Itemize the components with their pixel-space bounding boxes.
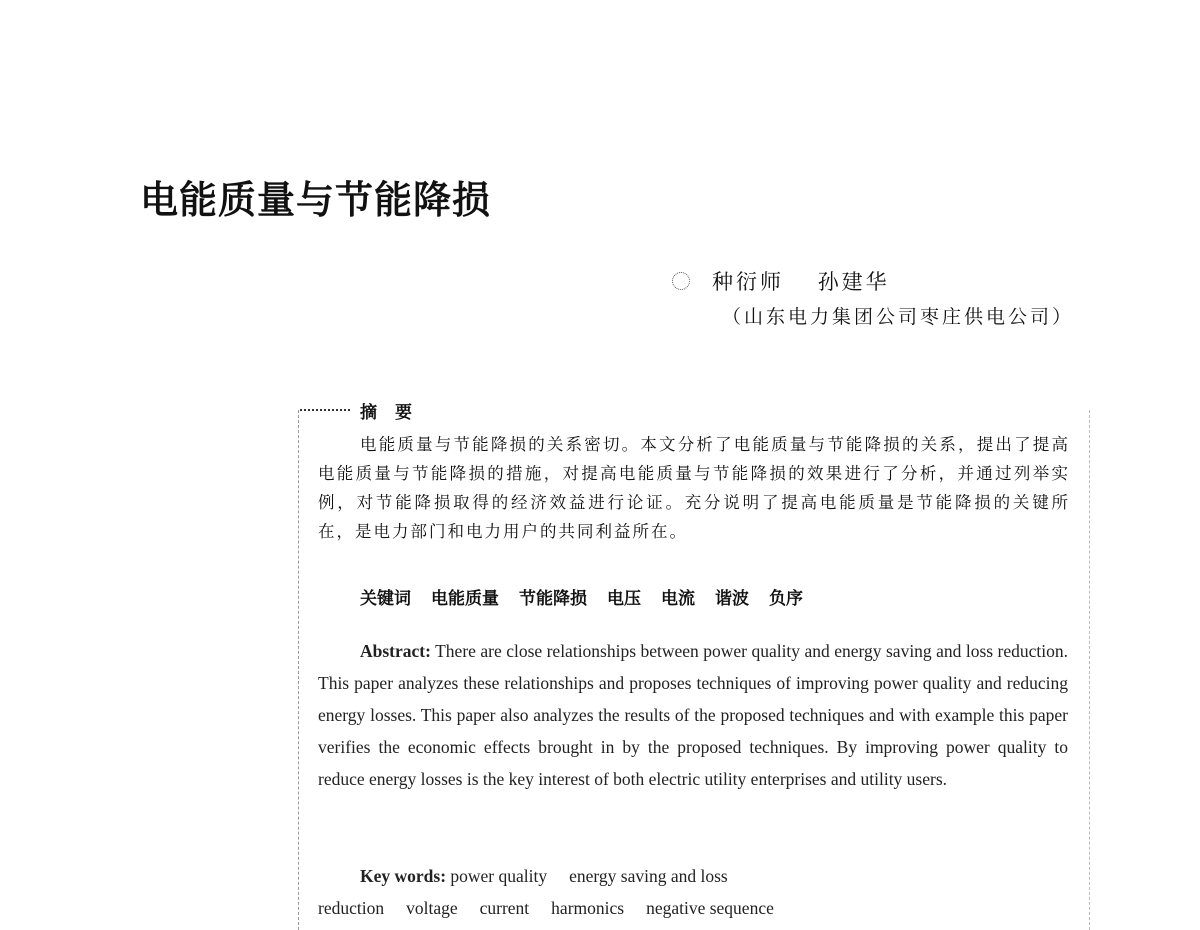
- keyword: 谐波: [715, 589, 749, 609]
- author-line: [672, 266, 890, 296]
- author-name: 种衍师: [712, 270, 784, 294]
- chinese-abstract: 电能质量与节能降损的关系密切。本文分析了电能质量与节能降损的关系，提出了提高电能质量与节能降损的措施，对提高电能质量与节能降损的效果进行了分析，并通过列举实例，对节能降损取得的经济效益进行论证。充分说明了提高电能质量是节能降损的关键所在，是电力部门和电力用户的共同利益所在。: [318, 435, 1070, 541]
- keyword-en: harmonics: [551, 898, 625, 918]
- abstract-heading-label: 摘要: [360, 403, 430, 423]
- keywords-label: 关键词: [360, 589, 411, 609]
- chinese-keywords: [360, 584, 803, 609]
- keyword: 节能降损: [519, 589, 587, 609]
- keyword: 电流: [661, 589, 695, 609]
- abstract-label: Abstract:: [360, 641, 431, 661]
- keyword: 电压: [607, 589, 641, 609]
- author-name: 孙建华: [817, 270, 890, 294]
- keyword-en: current: [479, 898, 530, 918]
- keyword-en: energy saving and loss reduction: [318, 866, 728, 918]
- abstract-heading: [300, 398, 430, 423]
- english-abstract: [318, 635, 1068, 795]
- author-names: [712, 266, 890, 296]
- keyword: 负序: [769, 589, 803, 609]
- keyword-en: voltage: [406, 898, 458, 918]
- circle-icon: [672, 272, 690, 290]
- keyword-en: negative sequence: [646, 898, 774, 918]
- paper-title: 电能质量与节能降损: [140, 178, 492, 222]
- keywords-label-en: Key words:: [360, 866, 447, 886]
- english-keywords: [318, 860, 1068, 924]
- keyword-en: power quality: [450, 866, 548, 886]
- heading-rule: [300, 409, 350, 413]
- keyword: 电能质量: [431, 589, 499, 609]
- abstract-text: There are close relationships between power quality and energy saving and loss reduction. This paper analyzes these relationships and proposes techniques of improving power quality and reducing energy losses. This paper also analyzes the results of the proposed techniques and with example this paper verifies the economic effects brought in by the proposed techniques. By improving power quality to reduce energy losses is the key interest of both electric utility enterprises and utility users.: [318, 641, 1069, 789]
- affiliation: （山东电力集团公司枣庄供电公司）: [722, 306, 1075, 328]
